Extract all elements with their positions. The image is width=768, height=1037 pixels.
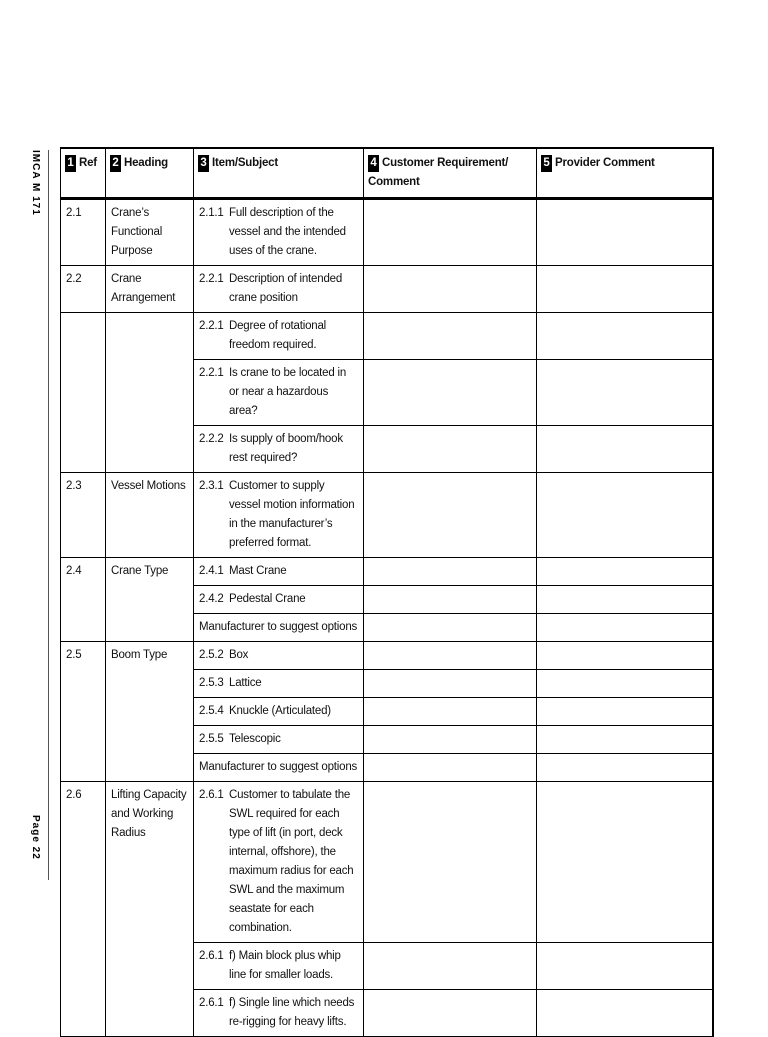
provider-comment-cell[interactable] (537, 586, 713, 614)
provider-comment-cell[interactable] (537, 642, 713, 670)
document-reference: IMCA M 171 (30, 150, 41, 216)
item-cell: 2.4.2 Pedestal Crane (194, 586, 364, 614)
heading-cell: Boom Type (106, 642, 194, 782)
header-row (61, 148, 713, 199)
column-number-badge: 2 (110, 155, 121, 172)
provider-comment-cell[interactable] (537, 199, 713, 266)
heading-cell: Crane Type (106, 558, 194, 642)
provider-comment-cell[interactable] (537, 698, 713, 726)
item-cell: Manufacturer to suggest options (194, 614, 364, 642)
provider-comment-cell[interactable] (537, 614, 713, 642)
provider-comment-cell[interactable] (537, 990, 713, 1037)
requirements-table (60, 147, 714, 1037)
ref-cell: 2.6 (61, 782, 106, 1037)
heading-cell: Vessel Motions (106, 473, 194, 558)
column-number-badge: 3 (198, 155, 209, 172)
page-number: Page 22 (30, 815, 41, 860)
header-customer-requirement: 4 Customer Requirement/ Comment (364, 148, 537, 199)
customer-comment-cell[interactable] (364, 754, 537, 782)
item-cell: 2.5.5 Telescopic (194, 726, 364, 754)
item-cell: 2.1.1 Full description of the vessel and the intended uses of the crane. (194, 199, 364, 266)
heading-cell: Crane Arrangement (106, 266, 194, 313)
customer-comment-cell[interactable] (364, 698, 537, 726)
item-cell: Manufacturer to suggest options (194, 754, 364, 782)
customer-comment-cell[interactable] (364, 313, 537, 360)
customer-comment-cell[interactable] (364, 943, 537, 990)
customer-comment-cell[interactable] (364, 266, 537, 313)
customer-comment-cell[interactable] (364, 426, 537, 473)
header-provider-comment: 5 Provider Comment (537, 148, 713, 199)
provider-comment-cell[interactable] (537, 726, 713, 754)
customer-comment-cell[interactable] (364, 473, 537, 558)
column-number-badge: 1 (65, 155, 76, 172)
header-ref: 1 Ref (61, 148, 106, 199)
item-cell: 2.6.1 Customer to tabulate the SWL required for each type of lift (in port, deck internal, offshore), the maximum radius for each SWL and the maximum seastate for each combination. (194, 782, 364, 943)
customer-comment-cell[interactable] (364, 614, 537, 642)
header-item-subject: 3 Item/Subject (194, 148, 364, 199)
provider-comment-cell[interactable] (537, 782, 713, 943)
provider-comment-cell[interactable] (537, 360, 713, 426)
table-row (61, 266, 713, 313)
table-row (61, 199, 713, 266)
table-row (61, 782, 713, 943)
customer-comment-cell[interactable] (364, 642, 537, 670)
ref-cell: 2.2 (61, 266, 106, 313)
item-cell: 2.6.1 f) Single line which needs re-rigging for heavy lifts. (194, 990, 364, 1037)
item-cell: 2.5.4 Knuckle (Articulated) (194, 698, 364, 726)
provider-comment-cell[interactable] (537, 670, 713, 698)
customer-comment-cell[interactable] (364, 670, 537, 698)
provider-comment-cell[interactable] (537, 473, 713, 558)
header-heading: 2 Heading (106, 148, 194, 199)
table-row (61, 558, 713, 586)
provider-comment-cell[interactable] (537, 754, 713, 782)
provider-comment-cell[interactable] (537, 943, 713, 990)
item-cell: 2.2.1 Is crane to be located in or near a hazardous area? (194, 360, 364, 426)
provider-comment-cell[interactable] (537, 266, 713, 313)
customer-comment-cell[interactable] (364, 558, 537, 586)
customer-comment-cell[interactable] (364, 726, 537, 754)
item-cell: 2.5.2 Box (194, 642, 364, 670)
ref-cell: 2.4 (61, 558, 106, 642)
item-cell: 2.2.1 Degree of rotational freedom required. (194, 313, 364, 360)
heading-cell (106, 313, 194, 473)
provider-comment-cell[interactable] (537, 558, 713, 586)
ref-cell: 2.5 (61, 642, 106, 782)
heading-cell: Crane’s Functional Purpose (106, 199, 194, 266)
item-cell: 2.2.2 Is supply of boom/hook rest required? (194, 426, 364, 473)
table-row (61, 642, 713, 670)
item-cell: 2.3.1 Customer to supply vessel motion information in the manufacturer’s preferred format. (194, 473, 364, 558)
side-rule (48, 150, 49, 880)
provider-comment-cell[interactable] (537, 426, 713, 473)
heading-cell: Lifting Capacity and Working Radius (106, 782, 194, 1037)
item-cell: 2.5.3 Lattice (194, 670, 364, 698)
ref-cell: 2.1 (61, 199, 106, 266)
ref-cell: 2.3 (61, 473, 106, 558)
customer-comment-cell[interactable] (364, 782, 537, 943)
item-cell: 2.2.1 Description of intended crane position (194, 266, 364, 313)
customer-comment-cell[interactable] (364, 586, 537, 614)
column-number-badge: 4 (368, 155, 379, 172)
table-row (61, 313, 713, 360)
item-cell: 2.4.1 Mast Crane (194, 558, 364, 586)
item-cell: 2.6.1 f) Main block plus whip line for smaller loads. (194, 943, 364, 990)
ref-cell (61, 313, 106, 473)
customer-comment-cell[interactable] (364, 199, 537, 266)
customer-comment-cell[interactable] (364, 990, 537, 1037)
provider-comment-cell[interactable] (537, 313, 713, 360)
customer-comment-cell[interactable] (364, 360, 537, 426)
column-number-badge: 5 (541, 155, 552, 172)
table-row (61, 473, 713, 558)
